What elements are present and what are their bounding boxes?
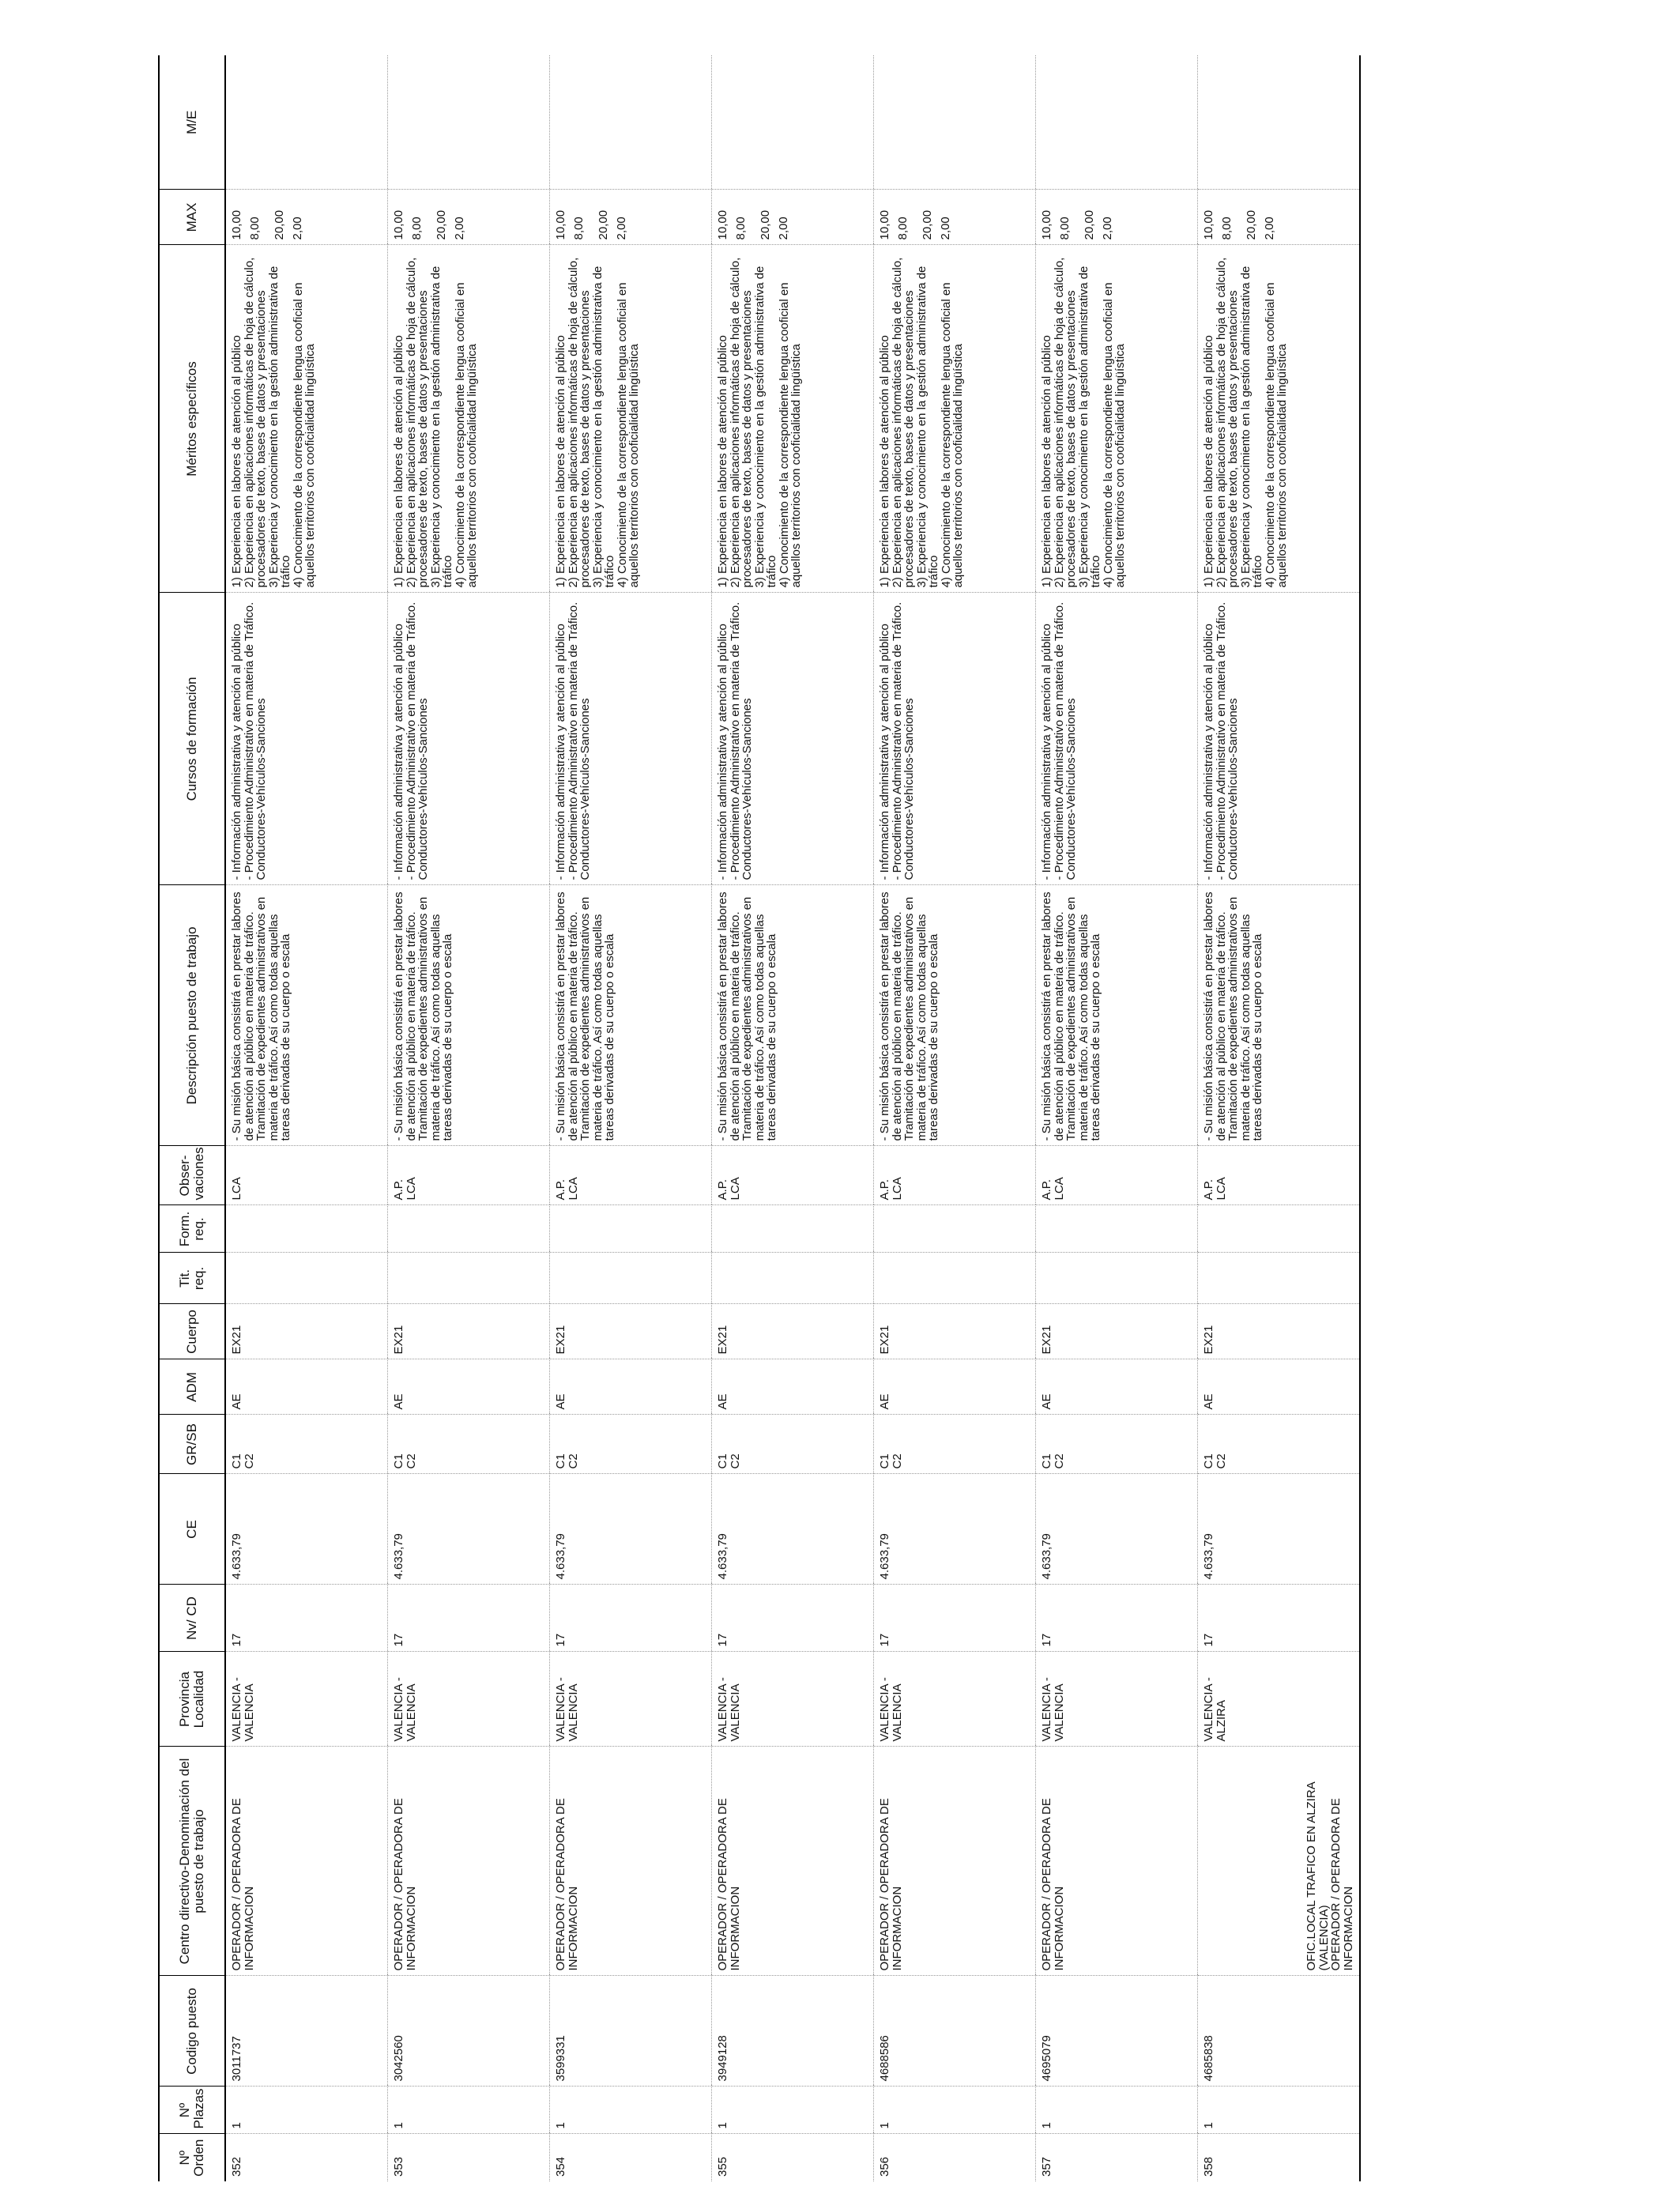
- meritos-value: 1) Experiencia en labores de atención al público 2) Experiencia en aplicaciones informáticas de hoja de cálculo, procesadores de texto, bases de datos y presentaciones 3) Experiencia y conocimiento en la gestión administrativa de tráfico 4) Conocimiento de la correspondiente lengua cooficial en aquellos territorios con cooficialidad lingüística: [1040, 257, 1127, 588]
- cell-cursos: [874, 593, 1036, 885]
- descripcion-value: - Su misión básica consistirá en prestar labores de atención al público en materia de tráfico. Tramitación de expedientes administrativos en materia de tráfico. Así como todas aquellas tareas derivadas de su cuerpo o escala: [230, 892, 292, 1141]
- obs-line-2: LCA: [566, 1177, 580, 1201]
- header-nivel: Nv/ CD: [159, 1585, 225, 1652]
- cuerpo-value: EX21: [230, 1325, 243, 1355]
- cell-orden: [1198, 2134, 1361, 2181]
- grupo-1: C1: [716, 1453, 729, 1469]
- cell-plazas: [874, 2087, 1036, 2134]
- cell-grsb: [874, 1415, 1036, 1474]
- nivel-value: 17: [230, 1633, 243, 1647]
- header-provincia: Provincia Localidad: [159, 1652, 225, 1747]
- cell-plazas: [388, 2087, 550, 2134]
- cell-descripcion: [874, 885, 1036, 1146]
- codigo-value: 4685838: [1202, 2035, 1215, 2082]
- grupo-2: C2: [242, 1453, 256, 1469]
- provincia-value: VALENCIA - VALENCIA: [878, 1677, 904, 1742]
- plazas-value: 1: [1202, 2122, 1215, 2129]
- cell-cursos: [388, 593, 550, 885]
- adm-value: AE: [1040, 1393, 1053, 1410]
- cell-max: [874, 190, 1036, 245]
- grupo-1: C1: [1202, 1453, 1215, 1469]
- cell-ce: [712, 1474, 874, 1585]
- meritos-value: 1) Experiencia en labores de atención al público 2) Experiencia en aplicaciones informáticas de hoja de cálculo, procesadores de texto, bases de datos y presentaciones 3) Experiencia y conocimiento en la gestión administrativa de tráfico 4) Conocimiento de la correspondiente lengua cooficial en aquellos territorios con cooficialidad lingüística: [716, 257, 803, 588]
- max-2: 8,00: [248, 217, 262, 240]
- obs-line-1: A.P.: [716, 1179, 729, 1201]
- cell-ce: [388, 1474, 550, 1585]
- max-3: 20,00: [759, 209, 772, 240]
- cell-plazas: [225, 2087, 388, 2134]
- cell-adm: [225, 1359, 388, 1415]
- max-3: 20,00: [435, 209, 448, 240]
- cell-max: [1198, 190, 1361, 245]
- cell-grsb: [1036, 1415, 1198, 1474]
- cell-nivel: [388, 1585, 550, 1652]
- max-1: 10,00: [230, 209, 243, 240]
- cell-grsb: [225, 1415, 388, 1474]
- cell-descripcion: [225, 885, 388, 1146]
- nivel-value: 17: [392, 1633, 405, 1647]
- cell-codigo: [1036, 1976, 1198, 2087]
- obs-line-2: LCA: [1052, 1177, 1066, 1201]
- meritos-value: 1) Experiencia en labores de atención al público 2) Experiencia en aplicaciones informáticas de hoja de cálculo, procesadores de texto, bases de datos y presentaciones 3) Experiencia y conocimiento en la gestión administrativa de tráfico 4) Conocimiento de la correspondiente lengua cooficial en aquellos territorios con cooficialidad lingüística: [878, 257, 965, 588]
- cell-form: [550, 1205, 712, 1253]
- cell-meritos: [874, 245, 1036, 593]
- obs-line-1: A.P.: [878, 1179, 891, 1201]
- cell-form: [1198, 1205, 1361, 1253]
- cell-orden: [712, 2134, 874, 2181]
- cell-descripcion: [712, 885, 874, 1146]
- cell-codigo: [1198, 1976, 1361, 2087]
- max-2: 8,00: [410, 217, 424, 240]
- cell-tit: [874, 1253, 1036, 1304]
- cell-centro: [388, 1747, 550, 1976]
- cuerpo-value: EX21: [878, 1325, 891, 1355]
- denominacion-value: OPERADOR / OPERADORA DE INFORMACION: [230, 1798, 256, 1971]
- max-4: 2,00: [939, 217, 952, 240]
- nivel-value: 17: [1202, 1633, 1215, 1647]
- max-1: 10,00: [1202, 209, 1215, 240]
- cell-descripcion: [550, 885, 712, 1146]
- cell-adm: [712, 1359, 874, 1415]
- descripcion-value: - Su misión básica consistirá en prestar labores de atención al público en materia de tráfico. Tramitación de expedientes administrativos en materia de tráfico. Así como todas aquellas tareas derivadas de su cuerpo o escala: [554, 892, 616, 1141]
- max-1: 10,00: [1040, 209, 1053, 240]
- ce-value: 4.633,79: [392, 1533, 405, 1580]
- cell-meritos: [550, 245, 712, 593]
- cell-cuerpo: [388, 1304, 550, 1359]
- cell-centro: [550, 1747, 712, 1976]
- cell-ce: [550, 1474, 712, 1585]
- table-header-row: [159, 55, 225, 2181]
- cuerpo-value: EX21: [1040, 1325, 1053, 1355]
- descripcion-value: - Su misión básica consistirá en prestar labores de atención al público en materia de tráfico. Tramitación de expedientes administrativos en materia de tráfico. Así como todas aquellas tareas derivadas de su cuerpo o escala: [716, 892, 778, 1141]
- cursos-value: - Información administrativa y atención al público - Procedimiento Administrativo en materia de Tráfico. Conductores-Vehículos-Sanciones: [230, 601, 268, 880]
- plazas-value: 1: [230, 2122, 243, 2129]
- max-2: 8,00: [1058, 217, 1072, 240]
- max-1: 10,00: [716, 209, 729, 240]
- cell-centro: [1198, 1747, 1361, 1976]
- plazas-value: 1: [1040, 2122, 1053, 2129]
- cell-grsb: [388, 1415, 550, 1474]
- header-obs: Obser-vaciones: [159, 1146, 225, 1205]
- cell-form: [1036, 1205, 1198, 1253]
- descripcion-value: - Su misión básica consistirá en prestar labores de atención al público en materia de tráfico. Tramitación de expedientes administrativos en materia de tráfico. Así como todas aquellas tareas derivadas de su cuerpo o escala: [878, 892, 940, 1141]
- adm-value: AE: [554, 1393, 567, 1410]
- max-4: 2,00: [453, 217, 466, 240]
- cell-tit: [388, 1253, 550, 1304]
- cell-cuerpo: [874, 1304, 1036, 1359]
- obs-line-1: A.P.: [392, 1179, 405, 1201]
- cell-plazas: [712, 2087, 874, 2134]
- cell-cuerpo: [712, 1304, 874, 1359]
- header-orden: Nº Orden: [159, 2134, 225, 2181]
- cell-codigo: [550, 1976, 712, 2087]
- ce-value: 4.633,79: [716, 1533, 729, 1580]
- header-grsb: GR/SB: [159, 1415, 225, 1474]
- header-plazas: Nº Plazas: [159, 2087, 225, 2134]
- cell-descripcion: [1036, 885, 1198, 1146]
- max-3: 20,00: [921, 209, 934, 240]
- cell-form: [874, 1205, 1036, 1253]
- cell-meritos: [1036, 245, 1198, 593]
- nivel-value: 17: [878, 1633, 891, 1647]
- header-codigo: Codigo puesto: [159, 1976, 225, 2087]
- grupo-2: C2: [1052, 1453, 1066, 1469]
- cell-obs: [712, 1146, 874, 1205]
- cursos-value: - Información administrativa y atención al público - Procedimiento Administrativo en materia de Tráfico. Conductores-Vehículos-Sanciones: [716, 601, 754, 880]
- cursos-value: - Información administrativa y atención al público - Procedimiento Administrativo en materia de Tráfico. Conductores-Vehículos-Sanciones: [392, 601, 430, 880]
- provincia-value: VALENCIA - VALENCIA: [392, 1677, 418, 1742]
- provincia-value: VALENCIA - VALENCIA: [554, 1677, 580, 1742]
- header-cuerpo: Cuerpo: [159, 1304, 225, 1359]
- cell-me: [550, 55, 712, 190]
- cell-tit: [225, 1253, 388, 1304]
- meritos-value: 1) Experiencia en labores de atención al público 2) Experiencia en aplicaciones informáticas de hoja de cálculo, procesadores de texto, bases de datos y presentaciones 3) Experiencia y conocimiento en la gestión administrativa de tráfico 4) Conocimiento de la correspondiente lengua cooficial en aquellos territorios con cooficialidad lingüística: [1202, 257, 1289, 588]
- cell-provincia: [1198, 1652, 1361, 1747]
- cell-obs: [874, 1146, 1036, 1205]
- cuerpo-value: EX21: [554, 1325, 567, 1355]
- max-1: 10,00: [392, 209, 405, 240]
- cell-me: [225, 55, 388, 190]
- denominacion-value: OPERADOR / OPERADORA DE INFORMACION: [392, 1798, 418, 1971]
- orden-value: 354: [554, 2156, 567, 2177]
- cell-descripcion: [1198, 885, 1361, 1146]
- cell-me: [874, 55, 1036, 190]
- cell-orden: [225, 2134, 388, 2181]
- ce-value: 4.633,79: [878, 1533, 891, 1580]
- grupo-2: C2: [1214, 1453, 1228, 1469]
- cell-obs: [550, 1146, 712, 1205]
- cell-meritos: [225, 245, 388, 593]
- header-descripcion: Descripción puesto de trabajo: [159, 885, 225, 1146]
- cell-codigo: [225, 1976, 388, 2087]
- adm-value: AE: [230, 1393, 243, 1410]
- cell-codigo: [712, 1976, 874, 2087]
- max-2: 8,00: [1220, 217, 1234, 240]
- cell-grsb: [1198, 1415, 1361, 1474]
- cursos-value: - Información administrativa y atención al público - Procedimiento Administrativo en materia de Tráfico. Conductores-Vehículos-Sanciones: [554, 601, 592, 880]
- cell-cuerpo: [550, 1304, 712, 1359]
- meritos-value: 1) Experiencia en labores de atención al público 2) Experiencia en aplicaciones informáticas de hoja de cálculo, procesadores de texto, bases de datos y presentaciones 3) Experiencia y conocimiento en la gestión administrativa de tráfico 4) Conocimiento de la correspondiente lengua cooficial en aquellos territorios con cooficialidad lingüística: [392, 257, 479, 588]
- max-4: 2,00: [291, 217, 304, 240]
- provincia-value: VALENCIA - ALZIRA: [1202, 1677, 1228, 1742]
- cell-obs: [388, 1146, 550, 1205]
- max-2: 8,00: [734, 217, 748, 240]
- header-max: MAX: [159, 190, 225, 245]
- cell-max: [388, 190, 550, 245]
- cell-nivel: [550, 1585, 712, 1652]
- table-row: [550, 55, 712, 2181]
- cell-provincia: [388, 1652, 550, 1747]
- max-4: 2,00: [777, 217, 790, 240]
- denominacion-value: OPERADOR / OPERADORA DE INFORMACION: [1329, 1798, 1355, 1971]
- obs-line-2: LCA: [1214, 1177, 1228, 1201]
- cell-centro: [712, 1747, 874, 1976]
- cell-max: [550, 190, 712, 245]
- cell-ce: [225, 1474, 388, 1585]
- header-adm: ADM: [159, 1359, 225, 1415]
- codigo-value: 4688586: [878, 2035, 891, 2082]
- nivel-value: 17: [716, 1633, 729, 1647]
- cell-cursos: [1198, 593, 1361, 885]
- cell-form: [225, 1205, 388, 1253]
- codigo-value: 3042560: [392, 2035, 405, 2082]
- orden-value: 356: [878, 2156, 891, 2177]
- meritos-value: 1) Experiencia en labores de atención al público 2) Experiencia en aplicaciones informáticas de hoja de cálculo, procesadores de texto, bases de datos y presentaciones 3) Experiencia y conocimiento en la gestión administrativa de tráfico 4) Conocimiento de la correspondiente lengua cooficial en aquellos territorios con cooficialidad lingüística: [230, 257, 317, 588]
- cell-me: [1036, 55, 1198, 190]
- cell-adm: [874, 1359, 1036, 1415]
- obs-line-1: A.P.: [554, 1179, 567, 1201]
- cell-tit: [550, 1253, 712, 1304]
- header-centro: Centro directivo-Denominación del puesto de trabajo: [159, 1747, 225, 1976]
- cuerpo-value: EX21: [716, 1325, 729, 1355]
- cell-form: [388, 1205, 550, 1253]
- denominacion-value: OPERADOR / OPERADORA DE INFORMACION: [878, 1798, 904, 1971]
- codigo-value: 3011737: [230, 2036, 243, 2082]
- grupo-1: C1: [554, 1453, 567, 1469]
- grupo-2: C2: [890, 1453, 904, 1469]
- cell-nivel: [1198, 1585, 1361, 1652]
- meritos-value: 1) Experiencia en labores de atención al público 2) Experiencia en aplicaciones informáticas de hoja de cálculo, procesadores de texto, bases de datos y presentaciones 3) Experiencia y conocimiento en la gestión administrativa de tráfico 4) Conocimiento de la correspondiente lengua cooficial en aquellos territorios con cooficialidad lingüística: [554, 257, 641, 588]
- grupo-2: C2: [404, 1453, 418, 1469]
- max-4: 2,00: [1101, 217, 1114, 240]
- table-row: [874, 55, 1036, 2181]
- obs-line-2: LCA: [728, 1177, 742, 1201]
- header-tit: Tit. req.: [159, 1253, 225, 1304]
- header-ce: CE: [159, 1474, 225, 1585]
- max-3: 20,00: [273, 209, 286, 240]
- ce-value: 4.633,79: [554, 1533, 567, 1580]
- cell-max: [1036, 190, 1198, 245]
- table-row: [712, 55, 874, 2181]
- cell-nivel: [712, 1585, 874, 1652]
- cell-max: [712, 190, 874, 245]
- cell-tit: [712, 1253, 874, 1304]
- grupo-1: C1: [878, 1453, 891, 1469]
- cell-obs: [1036, 1146, 1198, 1205]
- cell-adm: [1036, 1359, 1198, 1415]
- orden-value: 353: [392, 2156, 405, 2177]
- table-row: [1198, 55, 1361, 2181]
- cell-cuerpo: [225, 1304, 388, 1359]
- max-2: 8,00: [896, 217, 910, 240]
- plazas-value: 1: [554, 2122, 567, 2129]
- cell-provincia: [712, 1652, 874, 1747]
- cell-provincia: [874, 1652, 1036, 1747]
- table-row: [388, 55, 550, 2181]
- cell-meritos: [388, 245, 550, 593]
- cell-centro: [1036, 1747, 1198, 1976]
- max-3: 20,00: [597, 209, 610, 240]
- cell-cuerpo: [1198, 1304, 1361, 1359]
- grupo-1: C1: [1040, 1453, 1053, 1469]
- centro-value: OFIC.LOCAL TRAFICO EN ALZIRA (VALENCIA): [1305, 1782, 1331, 1971]
- codigo-value: 4695079: [1040, 2035, 1053, 2082]
- codigo-value: 3599331: [554, 2035, 567, 2082]
- cell-adm: [388, 1359, 550, 1415]
- cell-plazas: [1198, 2087, 1361, 2134]
- cell-plazas: [550, 2087, 712, 2134]
- table-body: [225, 55, 1360, 2181]
- plazas-value: 1: [392, 2122, 405, 2129]
- cell-orden: [550, 2134, 712, 2181]
- cell-codigo: [874, 1976, 1036, 2087]
- grupo-1: C1: [230, 1453, 243, 1469]
- table-row: [1036, 55, 1198, 2181]
- denominacion-value: OPERADOR / OPERADORA DE INFORMACION: [1040, 1798, 1066, 1971]
- cell-obs: [225, 1146, 388, 1205]
- nivel-value: 17: [1040, 1633, 1053, 1647]
- obs-line-2: LCA: [890, 1177, 904, 1201]
- cell-orden: [1036, 2134, 1198, 2181]
- cell-provincia: [225, 1652, 388, 1747]
- cell-orden: [874, 2134, 1036, 2181]
- cell-ce: [874, 1474, 1036, 1585]
- header-meritos: Méritos específicos: [159, 245, 225, 593]
- adm-value: AE: [716, 1393, 729, 1410]
- cell-me: [388, 55, 550, 190]
- cell-meritos: [712, 245, 874, 593]
- descripcion-value: - Su misión básica consistirá en prestar labores de atención al público en materia de tráfico. Tramitación de expedientes administrativos en materia de tráfico. Así como todas aquellas tareas derivadas de su cuerpo o escala: [392, 892, 454, 1141]
- provincia-value: VALENCIA - VALENCIA: [1040, 1677, 1066, 1742]
- cell-obs: [1198, 1146, 1361, 1205]
- cell-max: [225, 190, 388, 245]
- cell-descripcion: [388, 885, 550, 1146]
- max-4: 2,00: [1263, 217, 1276, 240]
- cuerpo-value: EX21: [392, 1325, 405, 1355]
- cell-cursos: [225, 593, 388, 885]
- max-3: 20,00: [1245, 209, 1258, 240]
- cell-centro: [874, 1747, 1036, 1976]
- max-2: 8,00: [572, 217, 586, 240]
- cell-provincia: [550, 1652, 712, 1747]
- cuerpo-value: EX21: [1202, 1325, 1215, 1355]
- posts-table: [158, 55, 1361, 2181]
- cell-form: [712, 1205, 874, 1253]
- ce-value: 4.633,79: [1202, 1533, 1215, 1580]
- max-3: 20,00: [1083, 209, 1096, 240]
- orden-value: 355: [716, 2156, 729, 2177]
- cell-centro: [225, 1747, 388, 1976]
- cell-me: [1198, 55, 1361, 190]
- descripcion-value: - Su misión básica consistirá en prestar labores de atención al público en materia de tráfico. Tramitación de expedientes administrativos en materia de tráfico. Así como todas aquellas tareas derivadas de su cuerpo o escala: [1040, 892, 1102, 1141]
- cell-ce: [1036, 1474, 1198, 1585]
- max-4: 2,00: [615, 217, 628, 240]
- cell-cursos: [712, 593, 874, 885]
- cell-meritos: [1198, 245, 1361, 593]
- obs-line-2: LCA: [404, 1177, 418, 1201]
- rotated-table-container: [158, 55, 1588, 2181]
- denominacion-value: OPERADOR / OPERADORA DE INFORMACION: [716, 1798, 742, 1971]
- max-1: 10,00: [878, 209, 891, 240]
- table-row: [225, 55, 388, 2181]
- cell-grsb: [550, 1415, 712, 1474]
- cursos-value: - Información administrativa y atención al público - Procedimiento Administrativo en materia de Tráfico. Conductores-Vehículos-Sanciones: [878, 601, 916, 880]
- header-cursos: Cursos de formación: [159, 593, 225, 885]
- obs-line-1: A.P.: [1202, 1179, 1215, 1201]
- adm-value: AE: [392, 1393, 405, 1410]
- plazas-value: 1: [878, 2122, 891, 2129]
- descripcion-value: - Su misión básica consistirá en prestar labores de atención al público en materia de tráfico. Tramitación de expedientes administrativos en materia de tráfico. Así como todas aquellas tareas derivadas de su cuerpo o escala: [1202, 892, 1264, 1141]
- cell-nivel: [874, 1585, 1036, 1652]
- cell-adm: [550, 1359, 712, 1415]
- cell-tit: [1198, 1253, 1361, 1304]
- plazas-value: 1: [716, 2122, 729, 2129]
- cell-me: [712, 55, 874, 190]
- cell-plazas: [1036, 2087, 1198, 2134]
- obs-line-1: A.P.: [1040, 1179, 1053, 1201]
- ce-value: 4.633,79: [230, 1533, 243, 1580]
- cell-orden: [388, 2134, 550, 2181]
- grupo-1: C1: [392, 1453, 405, 1469]
- orden-value: 358: [1202, 2156, 1215, 2177]
- cell-cuerpo: [1036, 1304, 1198, 1359]
- orden-value: 357: [1040, 2156, 1053, 2177]
- cell-cursos: [1036, 593, 1198, 885]
- denominacion-value: OPERADOR / OPERADORA DE INFORMACION: [554, 1798, 580, 1971]
- cell-adm: [1198, 1359, 1361, 1415]
- header-form: Form. req.: [159, 1205, 225, 1253]
- max-1: 10,00: [554, 209, 567, 240]
- provincia-value: VALENCIA - VALENCIA: [230, 1677, 256, 1742]
- cell-codigo: [388, 1976, 550, 2087]
- orden-value: 352: [230, 2156, 243, 2177]
- adm-value: AE: [1202, 1393, 1215, 1410]
- cursos-value: - Información administrativa y atención al público - Procedimiento Administrativo en materia de Tráfico. Conductores-Vehículos-Sanciones: [1040, 601, 1078, 880]
- nivel-value: 17: [554, 1633, 567, 1647]
- codigo-value: 3949128: [716, 2035, 729, 2082]
- ce-value: 4.633,79: [1040, 1533, 1053, 1580]
- grupo-2: C2: [728, 1453, 742, 1469]
- cursos-value: - Información administrativa y atención al público - Procedimiento Administrativo en materia de Tráfico. Conductores-Vehículos-Sanciones: [1202, 601, 1240, 880]
- header-me: M/E: [159, 55, 225, 190]
- cell-cursos: [550, 593, 712, 885]
- cell-nivel: [1036, 1585, 1198, 1652]
- provincia-value: VALENCIA - VALENCIA: [716, 1677, 742, 1742]
- cell-ce: [1198, 1474, 1361, 1585]
- cell-nivel: [225, 1585, 388, 1652]
- cell-grsb: [712, 1415, 874, 1474]
- grupo-2: C2: [566, 1453, 580, 1469]
- obs-line-1: LCA: [230, 1177, 243, 1201]
- adm-value: AE: [878, 1393, 891, 1410]
- cell-provincia: [1036, 1652, 1198, 1747]
- cell-tit: [1036, 1253, 1198, 1304]
